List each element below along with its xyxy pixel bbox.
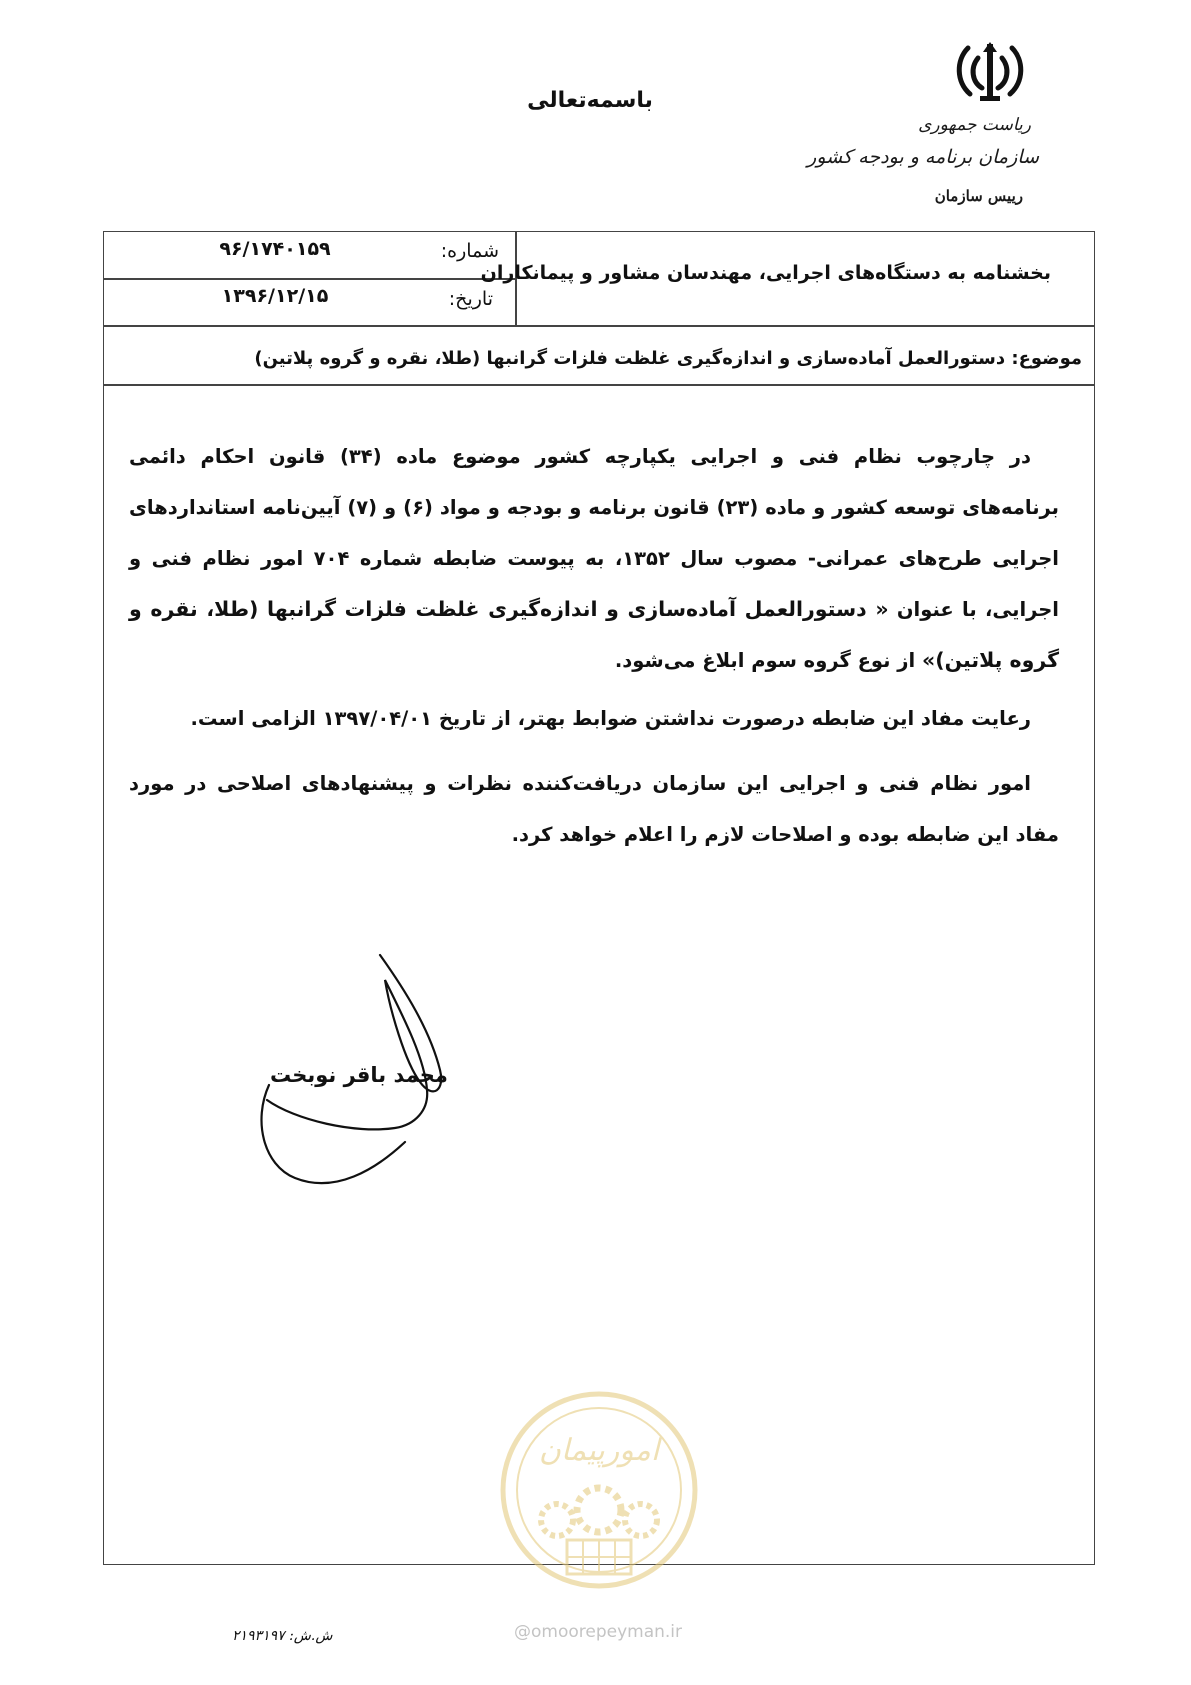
- body-paragraph-3: امور نظام فنی و اجرایی این سازمان دریافت‌کننده نظرات و پیشنهادهای اصلاحی در مورد مفاد این ضابطه بوده و اصلاحات لازم را اعلام خواهد کرد.: [129, 772, 1059, 846]
- watermark-logo: [497, 1388, 702, 1593]
- letter-number-label: شماره:: [440, 240, 499, 262]
- subject-row-divider: [103, 384, 1095, 386]
- recipient-text: بخشنامه به دستگاه‌های اجرایی، مهندسان مشاور و پیمانکاران: [480, 262, 1051, 284]
- letter-date-label: تاریخ:: [448, 288, 493, 310]
- bismillah-heading: باسمه‌تعالی: [527, 88, 653, 113]
- org-line-head: رییس سازمان: [934, 187, 1023, 205]
- letter-date-value: ۱۳۹۶/۱۲/۱۵: [221, 285, 329, 307]
- paragraph-1-title: « دستورالعمل آماده‌سازی و اندازه‌گیری غلظت فلزات گرانبها (طلا، نقره و گروه پلاتین)»: [129, 597, 1059, 672]
- serial-number: ش.ش: ۲۱۹۳۱۹۷: [232, 1628, 333, 1644]
- body-paragraph-2: رعایت مفاد این ضابطه درصورت نداشتن ضوابط بهتر، از تاریخ ۱۳۹۷/۰۴/۰۱ الزامی است.: [190, 707, 1031, 730]
- paragraph-1-intro: در چارچوب نظام فنی و اجرایی یکپارچه کشور موضوع ماده (۳۴) قانون احکام دائمی برنامه‌های توسعه کشور و ماده (۲۳) قانون برنامه و بودجه و مواد (۶) و (۷) آیین‌نامه استانداردهای اجرایی طرح‌های عمرانی- مصوب سال ۱۳۵۲، به پیوست ضابطه شماره ۷۰۴ امور نظام فنی و اجرایی، با عنوان: [129, 445, 1059, 621]
- iran-emblem-icon: [952, 38, 1028, 108]
- svg-text:امورپیمان: امورپیمان: [538, 1433, 660, 1468]
- org-line-organization: سازمان برنامه و بودجه کشور: [807, 146, 1039, 168]
- paragraph-1-ending: از نوع گروه سوم ابلاغ می‌شود.: [614, 649, 916, 672]
- signer-name: محمد باقر نوبخت: [270, 1063, 448, 1087]
- org-line-presidency: ریاست جمهوری: [918, 115, 1031, 135]
- letter-number-value: ۹۶/۱۷۴۰۱۵۹: [219, 238, 331, 260]
- body-paragraph-1: [129, 431, 1059, 686]
- number-date-divider: [103, 278, 516, 280]
- header-row-divider: [103, 325, 1095, 327]
- watermark-site: @omoorepeyman.ir: [513, 1622, 683, 1642]
- letter-subject: موضوع: دستورالعمل آماده‌سازی و اندازه‌گیری غلظت فلزات گرانبها (طلا، نقره و گروه پلاتین): [254, 348, 1082, 369]
